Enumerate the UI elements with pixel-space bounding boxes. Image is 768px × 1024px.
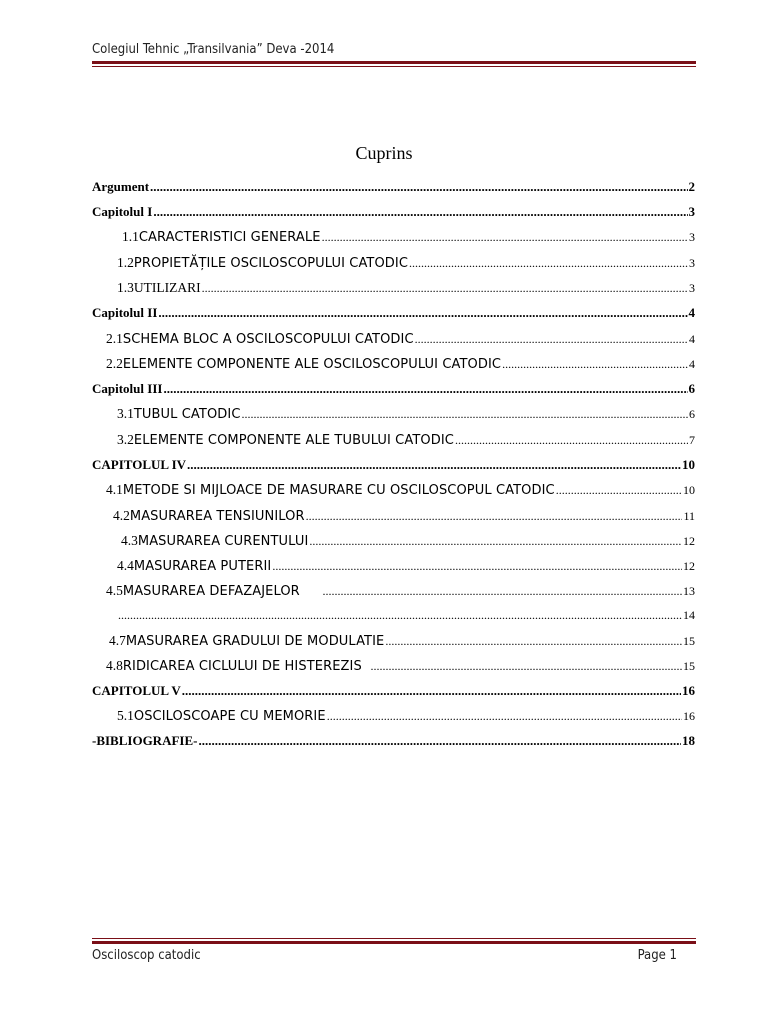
toc-leader-dots bbox=[153, 204, 687, 220]
toc-entry-page: 4 bbox=[689, 332, 695, 346]
toc-entry[interactable] bbox=[117, 432, 695, 452]
toc-entry-page: 3 bbox=[689, 281, 695, 295]
toc-entry-label: MASURAREA DEFAZAJELOR bbox=[122, 584, 300, 599]
toc-leader-dots bbox=[309, 534, 682, 549]
toc-entry[interactable] bbox=[122, 229, 695, 249]
toc-leader-dots bbox=[371, 659, 683, 674]
toc-leader-dots bbox=[322, 230, 688, 245]
toc-entry[interactable] bbox=[106, 356, 695, 376]
toc-entry[interactable] bbox=[117, 608, 695, 628]
toc-entry-page: 4 bbox=[689, 357, 695, 371]
toc-leader-dots bbox=[306, 509, 683, 524]
toc-leader-dots bbox=[502, 357, 688, 372]
toc-leader-dots bbox=[385, 634, 682, 649]
toc-entry-label: METODE SI MIJLOACE DE MASURARE CU OSCILOSCOPUL CATODIC bbox=[122, 483, 555, 498]
toc-entry[interactable] bbox=[113, 508, 695, 528]
toc-leader-dots bbox=[118, 608, 682, 623]
toc-entry-page: 11 bbox=[683, 509, 695, 523]
footer-page-number: Page 1 bbox=[637, 948, 677, 963]
toc-entry[interactable] bbox=[92, 204, 695, 224]
toc-entry-number: 1.2 bbox=[117, 255, 134, 270]
toc-entry[interactable] bbox=[117, 280, 695, 300]
toc-leader-dots bbox=[182, 683, 681, 699]
toc-entry-number: 4.2 bbox=[113, 508, 130, 523]
toc-entry[interactable] bbox=[117, 406, 695, 426]
toc-entry[interactable] bbox=[117, 708, 695, 728]
toc-entry[interactable] bbox=[92, 733, 695, 753]
toc-entry[interactable] bbox=[92, 683, 695, 703]
toc-entry-page: 3 bbox=[688, 204, 695, 219]
toc-entry-label: PROPIETĂȚILE OSCILOSCOPULUI CATODIC bbox=[133, 256, 409, 271]
toc-entry-page: 15 bbox=[683, 634, 695, 648]
toc-leader-dots bbox=[556, 483, 682, 498]
toc-entry-page: 6 bbox=[689, 407, 695, 421]
toc-entry-page: 13 bbox=[683, 584, 695, 598]
toc-leader-dots bbox=[163, 381, 687, 397]
toc-entry-page: 15 bbox=[683, 659, 695, 673]
header-text: Colegiul Tehnic „Transilvania” Deva -2014 bbox=[92, 42, 335, 57]
toc-entry-label: UTILIZARI bbox=[133, 280, 201, 295]
toc-leader-dots bbox=[242, 407, 689, 422]
toc-leader-dots bbox=[455, 433, 688, 448]
toc-entry-label: CAPITOLUL IV bbox=[92, 457, 187, 472]
toc-entry[interactable] bbox=[106, 482, 695, 502]
toc-entry-page: 2 bbox=[688, 179, 695, 194]
toc-entry-number: 3.1 bbox=[117, 406, 134, 421]
toc-entry-page: 10 bbox=[682, 457, 695, 472]
page-title: Cuprins bbox=[355, 143, 413, 163]
toc-entry-label: -BIBLIOGRAFIE- bbox=[92, 733, 198, 748]
toc-entry-number: 2.2 bbox=[106, 356, 123, 371]
toc-entry-label: Capitolul II bbox=[92, 305, 158, 320]
toc-leader-dots bbox=[409, 256, 688, 271]
toc-entry-page: 7 bbox=[689, 433, 695, 447]
toc-entry-label: ELEMENTE COMPONENTE ALE OSCILOSCOPULUI CATODIC bbox=[122, 357, 502, 372]
toc-leader-dots bbox=[202, 281, 688, 296]
toc-entry[interactable] bbox=[121, 533, 695, 553]
footer-rule-thick bbox=[92, 941, 696, 944]
toc-entry[interactable] bbox=[117, 558, 695, 578]
toc-entry[interactable] bbox=[92, 381, 695, 401]
toc-entry-label: TUBUL CATODIC bbox=[133, 407, 241, 422]
toc-entry-number: 4.7 bbox=[109, 633, 126, 648]
toc-leader-dots bbox=[150, 179, 687, 195]
toc-entry-page: 3 bbox=[689, 256, 695, 270]
toc-leader-dots bbox=[272, 559, 682, 574]
toc-entry-page: 14 bbox=[683, 608, 695, 622]
toc-entry-label: Argument bbox=[92, 179, 150, 194]
toc-entry-number: 3.2 bbox=[117, 432, 134, 447]
toc-entry-page: 16 bbox=[683, 709, 695, 723]
toc-entry-page: 12 bbox=[683, 559, 695, 573]
toc-entry-label: MASURAREA TENSIUNILOR bbox=[129, 509, 305, 524]
toc-entry-label: CARACTERISTICI GENERALE bbox=[138, 230, 321, 245]
toc-leader-dots bbox=[187, 457, 681, 473]
toc-entry[interactable] bbox=[109, 633, 695, 653]
toc-entry-page: 4 bbox=[688, 305, 695, 320]
toc-entry[interactable] bbox=[92, 457, 695, 477]
toc-entry[interactable] bbox=[117, 255, 695, 275]
toc-entry-number: 4.8 bbox=[106, 658, 123, 673]
toc-entry-label: CAPITOLUL V bbox=[92, 683, 181, 698]
toc-entry-number: 5.1 bbox=[117, 708, 134, 723]
toc-entry[interactable] bbox=[106, 658, 695, 678]
toc-entry-label: RIDICAREA CICLULUI DE HISTEREZIS bbox=[122, 659, 362, 674]
toc-entry-page: 6 bbox=[688, 381, 695, 396]
toc-entry-label: MASURAREA GRADULUI DE MODULATIE bbox=[125, 634, 385, 649]
toc-entry-number: 1.1 bbox=[122, 229, 139, 244]
toc-entry-label: OSCILOSCOAPE CU MEMORIE bbox=[133, 709, 326, 724]
toc-entry[interactable] bbox=[92, 179, 695, 199]
toc-entry-number: 2.1 bbox=[106, 331, 123, 346]
toc-leader-dots bbox=[323, 584, 682, 599]
toc-entry-page: 12 bbox=[683, 534, 695, 548]
toc-entry-label: ELEMENTE COMPONENTE ALE TUBULUI CATODIC bbox=[133, 433, 454, 448]
toc-leader-dots bbox=[198, 733, 681, 749]
toc-entry-number: 4.1 bbox=[106, 482, 123, 497]
toc-entry-page: 3 bbox=[689, 230, 695, 244]
toc-entry[interactable] bbox=[92, 305, 695, 325]
toc-entry-number: 1.3 bbox=[117, 280, 134, 295]
toc-leader-dots bbox=[415, 332, 688, 347]
toc-entry-number: 4.4 bbox=[117, 558, 134, 573]
toc-leader-dots bbox=[327, 709, 682, 724]
header-rule-thick bbox=[92, 61, 696, 64]
toc-entry-label: Capitolul III bbox=[92, 381, 163, 396]
footer-rule-thin bbox=[92, 938, 696, 939]
header-rule-thin bbox=[92, 66, 696, 67]
toc-entry-label: MASURAREA PUTERII bbox=[133, 559, 272, 574]
toc-entry-label: Capitolul I bbox=[92, 204, 153, 219]
toc-leader-dots bbox=[158, 305, 687, 321]
toc-entry-page: 10 bbox=[683, 483, 695, 497]
toc-entry-page: 18 bbox=[682, 733, 695, 748]
toc-entry-label: MASURAREA CURENTULUI bbox=[137, 534, 309, 549]
toc-entry[interactable] bbox=[106, 583, 695, 603]
toc-entry[interactable] bbox=[106, 331, 695, 351]
toc-entry-page: 16 bbox=[682, 683, 695, 698]
toc-entry-number: 4.5 bbox=[106, 583, 123, 598]
footer-title: Osciloscop catodic bbox=[92, 948, 201, 963]
toc-entry-number: 4.3 bbox=[121, 533, 138, 548]
toc-entry-label: SCHEMA BLOC A OSCILOSCOPULUI CATODIC bbox=[122, 332, 414, 347]
